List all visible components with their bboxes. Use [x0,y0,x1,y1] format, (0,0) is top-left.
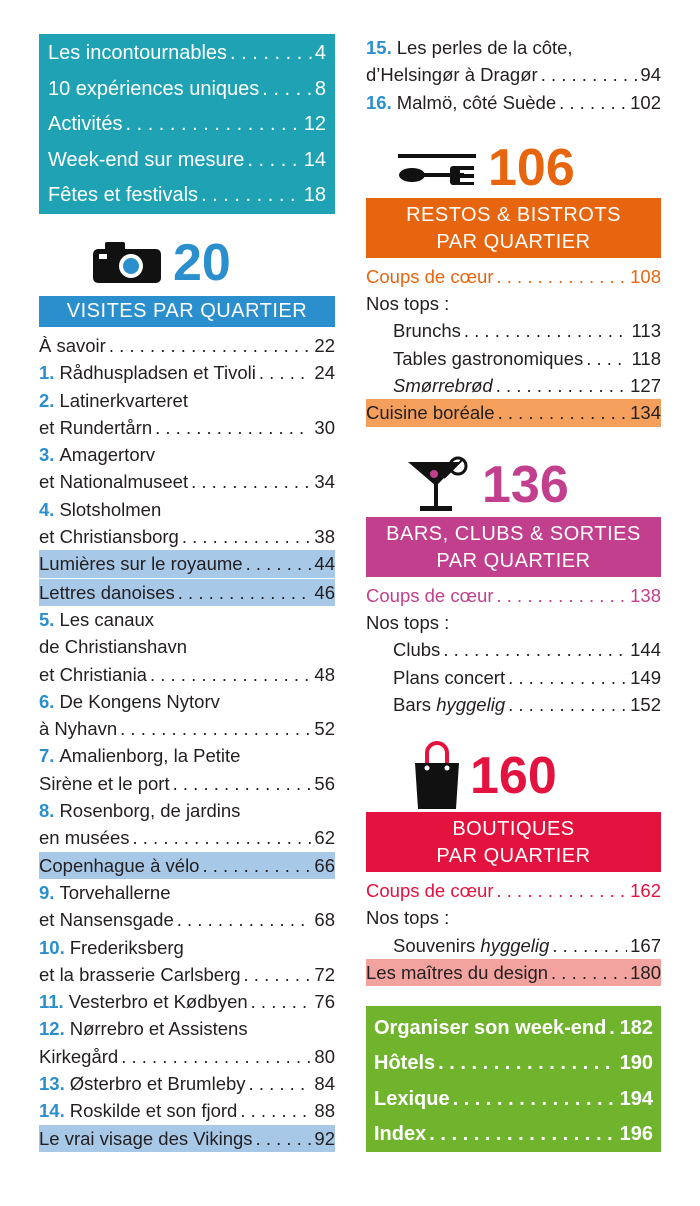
restos-title-line2: PAR QUARTIER [436,230,591,253]
restos-title-line1: RESTOS & BISTROTS [406,203,621,226]
boutiques-title [366,812,661,872]
boutiques-header [412,740,661,812]
left-column [39,34,335,1152]
shopping-bag-icon [412,741,462,811]
intro-item[interactable]: Fêtes et festivals . . . 18 [48,178,326,214]
toc-entry-highlight[interactable]: Lettres danoises . . . 46 [39,579,335,606]
practical-item[interactable]: Index . . . 196 [374,1117,653,1153]
boutiques-top-item[interactable]: Souvenirs hyggelig . . . 167 [366,932,661,959]
boutiques-tops-label: Nos tops : [366,907,450,929]
bars-header [406,453,661,517]
restos-tops-label: Nos tops : [366,293,450,315]
restos-list [366,263,661,427]
bars-top-item[interactable]: Bars hyggelig . . . 152 [366,691,661,718]
boutiques-title-line2: PAR QUARTIER [436,845,591,868]
restos-top-item[interactable]: Tables gastronomiques . . . 118 [366,345,661,372]
visits-list [39,332,335,1152]
toc-entry-6[interactable]: 6. De Kongens Nytorv [39,690,220,712]
practical-item[interactable]: Organiser son week-end . . . 182 [374,1010,653,1046]
toc-entry-16[interactable]: 16. Malmö, côté Suède . . . 102 [366,89,661,116]
toc-entry-2[interactable]: 2. Latinerkvarteret [39,389,188,411]
toc-entry-9-cont[interactable]: et Nansensgade . . . 68 [39,906,335,933]
bars-title-line1: BARS, CLUBS & SORTIES [386,522,641,545]
bars-top-item[interactable]: Clubs . . . 144 [366,636,661,663]
visits-title: VISITES PAR QUARTIER [39,296,335,327]
right-column [366,34,661,1152]
toc-entry-11[interactable]: 11. Vesterbro et Kødbyen . . . 76 [39,988,335,1015]
bars-tops-label: Nos tops : [366,611,450,633]
boutiques-page-number[interactable]: 160 [470,747,557,806]
intro-item[interactable]: 10 expériences uniques . . . 8 [48,72,326,108]
intro-item[interactable]: Activités . . . 12 [48,107,326,143]
visits-list-continued [366,34,661,116]
restos-top-item[interactable]: Brunchs . . . 113 [366,317,661,344]
toc-entry-8-cont[interactable]: en musées . . . 62 [39,824,335,851]
practical-box [366,1006,661,1152]
toc-entry-9[interactable]: 9. Torvehallerne [39,881,171,903]
toc-entry-12[interactable]: 12. Nørrebro et Assistens [39,1018,248,1040]
toc-entry-highlight[interactable]: Le vrai visage des Vikings . . . 92 [39,1125,335,1152]
toc-entry-highlight[interactable]: Les maîtres du design . . . 180 [366,959,661,986]
bars-title-line2: PAR QUARTIER [436,549,591,572]
cocktail-icon [406,456,472,514]
toc-entry-15-cont[interactable]: d’Helsingør à Dragør . . . 94 [366,61,661,88]
toc-entry-5[interactable]: 5. Les canaux [39,608,155,630]
cutlery-icon [398,148,476,188]
toc-entry-14[interactable]: 14. Roskilde et son fjord . . . 88 [39,1097,335,1124]
bars-top-item[interactable]: Plans concert . . . 149 [366,664,661,691]
bars-title [366,517,661,577]
intro-item[interactable]: Les incontournables . . . 4 [48,36,326,72]
toc-entry-2-cont[interactable]: et Rundertårn . . . 30 [39,414,335,441]
restos-header [398,138,661,198]
boutiques-title-line1: BOUTIQUES [452,818,575,841]
bars-page-number[interactable]: 136 [482,455,569,514]
toc-entry-5-cont[interactable]: et Christiania . . . 48 [39,661,335,688]
toc-entry-1[interactable]: 1. Rådhuspladsen et Tivoli . . . 24 [39,359,335,386]
practical-item[interactable]: Lexique . . . 194 [374,1081,653,1117]
toc-entry-8[interactable]: 8. Rosenborg, de jardins [39,800,241,822]
intro-box [39,34,335,214]
toc-entry-highlight[interactable]: Copenhague à vélo . . . 66 [39,852,335,879]
toc-entry-highlight[interactable]: Cuisine boréale . . . 134 [366,399,661,426]
toc-entry-6-cont[interactable]: à Nyhavn . . . 52 [39,715,335,742]
restos-coups-de-coeur[interactable]: Coups de cœur . . . 108 [366,263,661,290]
bars-list [366,582,661,718]
bars-coups-de-coeur[interactable]: Coups de cœur . . . 138 [366,582,661,609]
toc-entry-7-cont[interactable]: Sirène et le port . . . 56 [39,770,335,797]
toc-entry-4[interactable]: 4. Slotsholmen [39,498,162,520]
toc-entry-highlight[interactable]: Lumières sur le royaume . . . 44 [39,550,335,577]
toc-entry-15[interactable]: 15. Les perles de la côte, [366,37,573,58]
toc-entry-12-cont[interactable]: Kirkegård . . . 80 [39,1043,335,1070]
boutiques-list [366,877,661,986]
intro-item[interactable]: Week-end sur mesure . . . 14 [48,143,326,179]
camera-icon [91,240,163,286]
restos-top-item[interactable]: Smørrebrød . . . 127 [366,372,661,399]
toc-entry-3[interactable]: 3. Amagertorv [39,444,156,466]
toc-entry-4-cont[interactable]: et Christiansborg . . . 38 [39,523,335,550]
restos-title [366,198,661,258]
toc-entry-13[interactable]: 13. Østerbro et Brumleby . . . 84 [39,1070,335,1097]
practical-item[interactable]: Hôtels . . . 190 [374,1046,653,1082]
toc-entry-5-cont[interactable]: de Christianshavn [39,636,188,658]
visits-header [91,230,335,296]
toc-entry-a-savoir[interactable]: À savoir . . . 22 [39,332,335,359]
boutiques-coups-de-coeur[interactable]: Coups de cœur . . . 162 [366,877,661,904]
toc-entry-10[interactable]: 10. Frederiksberg [39,936,184,958]
toc-entry-10-cont[interactable]: et la brasserie Carlsberg . . . 72 [39,961,335,988]
visits-page-number[interactable]: 20 [173,234,231,292]
restos-page-number[interactable]: 106 [488,138,575,197]
toc-entry-7[interactable]: 7. Amalienborg, la Petite [39,745,241,767]
toc-entry-3-cont[interactable]: et Nationalmuseet . . . 34 [39,468,335,495]
